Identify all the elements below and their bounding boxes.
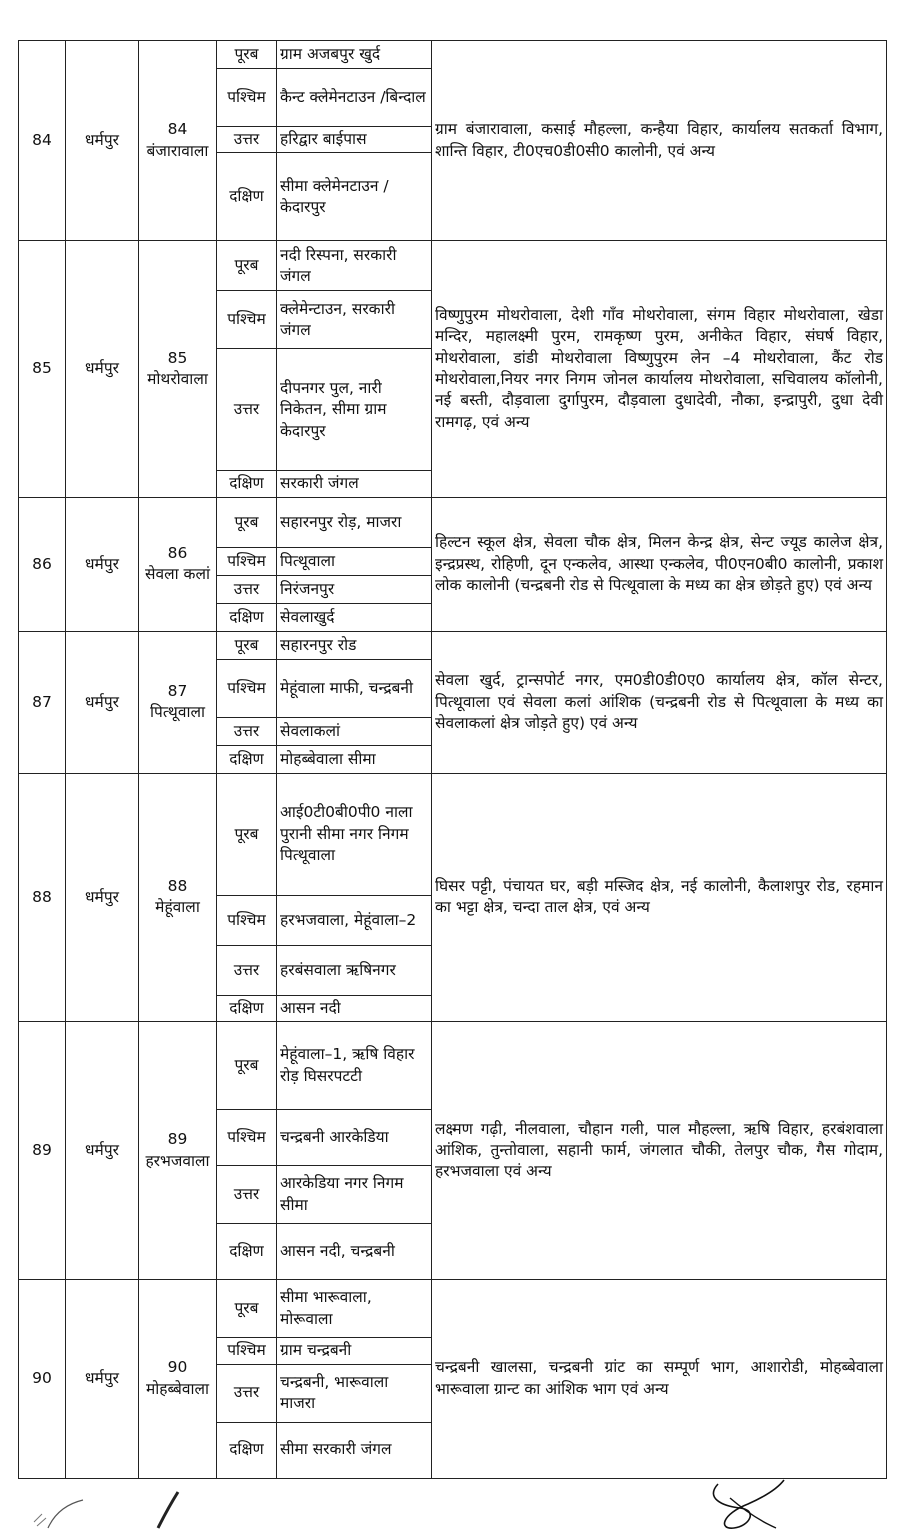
- boundary-cell: मोहब्बेवाला सीमा: [277, 745, 432, 773]
- direction-cell: उत्तर: [217, 1166, 277, 1224]
- ward-cell: [139, 773, 217, 1021]
- ward-number: 89: [167, 1130, 188, 1149]
- area-cell: धर्मपुर: [66, 497, 139, 631]
- direction-cell: पश्चिम: [217, 69, 277, 127]
- ward-name: मेहूंवाला: [155, 898, 200, 917]
- ward-cell: [139, 497, 217, 631]
- boundary-cell: सीमा सरकारी जंगल: [277, 1422, 432, 1478]
- area-cell: धर्मपुर: [66, 241, 139, 497]
- direction-cell: पश्चिम: [217, 895, 277, 945]
- table-body: [19, 41, 887, 1479]
- direction-cell: पश्चिम: [217, 659, 277, 717]
- ward-name: पित्थूवाला: [150, 703, 205, 722]
- direction-cell: दक्षिण: [217, 153, 277, 241]
- boundary-cell: क्लेमेन्टाउन, सरकारी जंगल: [277, 291, 432, 349]
- direction-cell: पूरब: [217, 41, 277, 69]
- direction-cell: पूरब: [217, 497, 277, 547]
- ward-cell: [139, 631, 217, 773]
- boundary-cell: मेहूंवाला–1, ऋषि विहार रोड़ घिसरपटटी: [277, 1022, 432, 1110]
- localities-cell: लक्ष्मण गढ़ी, नीलवाला, चौहान गली, पाल मौहल्ला, ऋषि विहार, हरबंशवाला आंशिक, तुन्तोवाला, सहानी फार्म, जंगलात चौकी, तेलपुर चौक, गैस गोदाम, हरभजवाला एवं अन्य: [432, 1022, 887, 1280]
- signature-mark: [700, 1478, 790, 1530]
- direction-cell: पूरब: [217, 1280, 277, 1338]
- boundary-cell: सरकारी जंगल: [277, 471, 432, 497]
- boundary-cell: नदी रिस्पना, सरकारी जंगल: [277, 241, 432, 291]
- boundary-cell: सहारनपुर रोड़, माजरा: [277, 497, 432, 547]
- ward-name: सेवला कलां: [145, 565, 210, 584]
- ward-number: 90: [167, 1358, 188, 1377]
- serial-number-cell: 86: [19, 497, 66, 631]
- direction-cell: उत्तर: [217, 349, 277, 471]
- boundary-cell: सहारनपुर रोड: [277, 631, 432, 659]
- direction-cell: दक्षिण: [217, 745, 277, 773]
- boundary-cell: आरकेडिया नगर निगम सीमा: [277, 1166, 432, 1224]
- table-row: [19, 631, 887, 659]
- boundary-cell: सेवलाखुर्द: [277, 603, 432, 631]
- ward-number: 84: [167, 120, 188, 139]
- direction-cell: पश्चिम: [217, 547, 277, 575]
- direction-cell: पूरब: [217, 773, 277, 895]
- serial-number-cell: 90: [19, 1280, 66, 1478]
- serial-number-cell: 87: [19, 631, 66, 773]
- area-cell: धर्मपुर: [66, 1280, 139, 1478]
- ward-name: हरभजवाला: [145, 1151, 210, 1170]
- localities-cell: चन्द्रबनी खालसा, चन्द्रबनी ग्रांट का सम्पूर्ण भाग, आशारोडी, मोहब्बेवाला भारूवाला ग्रान्ट का आंशिक भाग एवं अन्य: [432, 1280, 887, 1478]
- direction-cell: उत्तर: [217, 945, 277, 995]
- direction-cell: पश्चिम: [217, 1110, 277, 1166]
- direction-cell: दक्षिण: [217, 995, 277, 1021]
- boundary-cell: हरभजवाला, मेहूंवाला–2: [277, 895, 432, 945]
- area-cell: धर्मपुर: [66, 41, 139, 241]
- table-row: [19, 1022, 887, 1110]
- table-row: [19, 1280, 887, 1338]
- localities-cell: ग्राम बंजारावाला, कसाई मौहल्ला, कन्हैया विहार, कार्यालय सतकर्ता विभाग, शान्ति विहार, टी0एच0डी0सी0 कालोनी, एवं अन्य: [432, 41, 887, 241]
- ward-number: 85: [167, 348, 188, 367]
- boundary-cell: मेहूंवाला माफी, चन्द्रबनी: [277, 659, 432, 717]
- ward-cell: [139, 1280, 217, 1478]
- boundary-cell: सेवलाकलां: [277, 717, 432, 745]
- boundary-cell: सीमा क्लेमेनटाउन /केदारपुर: [277, 153, 432, 241]
- boundary-cell: दीपनगर पुल, नारी निकेतन, सीमा ग्राम केदारपुर: [277, 349, 432, 471]
- boundary-cell: चन्द्रबनी, भारूवाला माजरा: [277, 1364, 432, 1422]
- direction-cell: पश्चिम: [217, 291, 277, 349]
- direction-cell: उत्तर: [217, 127, 277, 153]
- direction-cell: पूरब: [217, 1022, 277, 1110]
- direction-cell: उत्तर: [217, 717, 277, 745]
- serial-number-cell: 84: [19, 41, 66, 241]
- boundary-cell: कैन्ट क्लेमेनटाउन /बिन्दाल: [277, 69, 432, 127]
- boundary-cell: हरिद्वार बाईपास: [277, 127, 432, 153]
- localities-cell: हिल्टन स्कूल क्षेत्र, सेवला चौक क्षेत्र, मिलन केन्द्र क्षेत्र, सेन्ट ज्यूड कालेज क्षेत्र, इन्द्रप्रस्थ, रोहिणी, दून एन्कलेव, आस्था एन्कलेव, पी0एन0बी0 कालोनी, प्रकाश लोक कालोनी (चन्द्रबनी रोड से पित्थूवाला के मध्य का क्षेत्र छोड़ते हुए) एवं अन्य: [432, 497, 887, 631]
- serial-number-cell: 89: [19, 1022, 66, 1280]
- table-row: [19, 497, 887, 547]
- boundary-cell: सीमा भारूवाला, मोरूवाला: [277, 1280, 432, 1338]
- ward-cell: [139, 41, 217, 241]
- ward-name: मोहब्बेवाला: [146, 1379, 209, 1398]
- table-row: [19, 241, 887, 291]
- stamp-mark: [28, 1488, 198, 1530]
- serial-number-cell: 85: [19, 241, 66, 497]
- ward-boundary-table: [18, 40, 887, 1479]
- boundary-cell: आसन नदी, चन्द्रबनी: [277, 1224, 432, 1280]
- boundary-cell: पित्थूवाला: [277, 547, 432, 575]
- ward-cell: [139, 241, 217, 497]
- boundary-cell: ग्राम अजबपुर खुर्द: [277, 41, 432, 69]
- direction-cell: पूरब: [217, 631, 277, 659]
- boundary-cell: आसन नदी: [277, 995, 432, 1021]
- direction-cell: उत्तर: [217, 575, 277, 603]
- area-cell: धर्मपुर: [66, 1022, 139, 1280]
- ward-number: 86: [167, 543, 188, 562]
- table-row: [19, 773, 887, 895]
- area-cell: धर्मपुर: [66, 773, 139, 1021]
- direction-cell: पूरब: [217, 241, 277, 291]
- direction-cell: दक्षिण: [217, 1422, 277, 1478]
- direction-cell: उत्तर: [217, 1364, 277, 1422]
- serial-number-cell: 88: [19, 773, 66, 1021]
- direction-cell: दक्षिण: [217, 1224, 277, 1280]
- table-row: [19, 41, 887, 69]
- boundary-cell: हरबंसवाला ऋषिनगर: [277, 945, 432, 995]
- localities-cell: सेवला खुर्द, ट्रान्सपोर्ट नगर, एम0डी0डी0ए0 कार्यालय क्षेत्र, कॉल सेन्टर, पित्थूवाला एवं सेवला कलां आंशिक (चन्द्रबनी रोड से पित्थूवाला के मध्य का सेवलाकलां क्षेत्र जोड़ते हुए) एवं अन्य: [432, 631, 887, 773]
- direction-cell: दक्षिण: [217, 471, 277, 497]
- boundary-cell: आई0टी0बी0पी0 नाला पुरानी सीमा नगर निगम पित्थूवाला: [277, 773, 432, 895]
- ward-name: बंजारावाला: [146, 141, 209, 160]
- ward-cell: [139, 1022, 217, 1280]
- direction-cell: पश्चिम: [217, 1338, 277, 1364]
- localities-cell: विष्णुपुरम मोथरोवाला, देशी गाँव मोथरोवाला, संगम विहार मोथरोवाला, खेडा मन्दिर, महालक्ष्मी पुरम, रामकृष्ण पुरम, अनीकेत विहार, संघर्ष विहार, मोथरोवाला, डांडी मोथरोवाला विष्णुपुरम लेन –4 मोथरोवाला, कैंट रोड मोथरोवाला,नियर नगर निगम जोनल कार्यालय मोथरोवाला, सचिवालय कॉलोनी, नई बस्ती, दौड़वाला दुर्गापुरम, दौड़वाला दुधादेवी, नौका, इन्द्रापुरी, दुधा देवी रामगढ़, एवं अन्य: [432, 241, 887, 497]
- boundary-cell: चन्द्रबनी आरकेडिया: [277, 1110, 432, 1166]
- localities-cell: घिसर पट्टी, पंचायत घर, बड़ी मस्जिद क्षेत्र, नई कालोनी, कैलाशपुर रोड, रहमान का भट्टा क्षेत्र, चन्दा ताल क्षेत्र, एवं अन्य: [432, 773, 887, 1021]
- ward-name: मोथरोवाला: [147, 370, 208, 389]
- boundary-cell: ग्राम चन्द्रबनी: [277, 1338, 432, 1364]
- area-cell: धर्मपुर: [66, 631, 139, 773]
- boundary-cell: निरंजनपुर: [277, 575, 432, 603]
- ward-number: 87: [167, 681, 188, 700]
- ward-number: 88: [167, 877, 188, 896]
- direction-cell: दक्षिण: [217, 603, 277, 631]
